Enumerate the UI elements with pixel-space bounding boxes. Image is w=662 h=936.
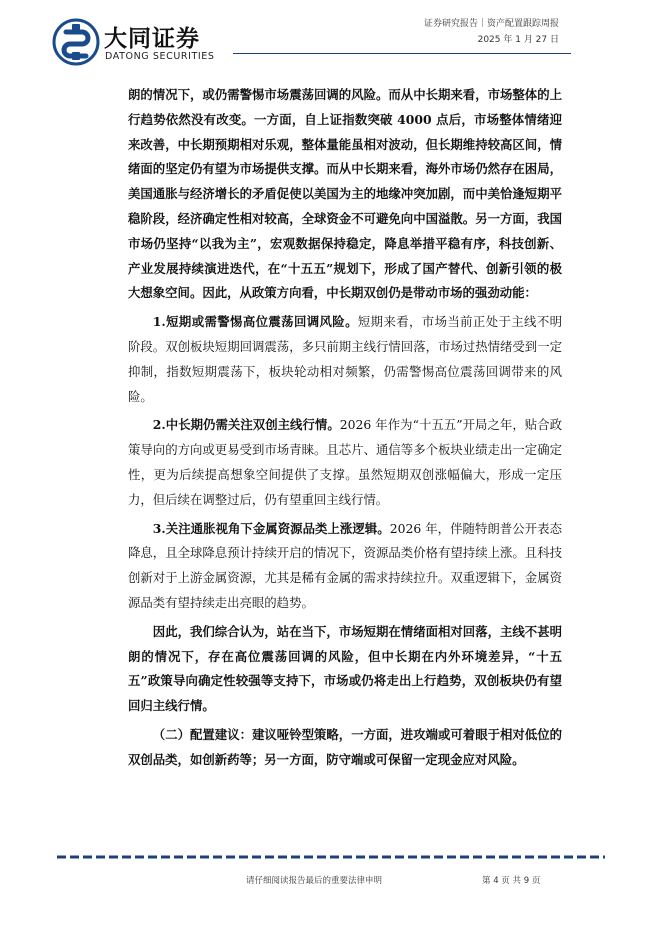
config-text: 建议哑铃型策略，一方面，进攻端或可着眼于相对低位的双创品类，如创新药等；另一方面，防守端或可保留一定现金应对风险。 [128, 726, 562, 767]
point-3 [128, 517, 562, 616]
report-body [128, 83, 562, 773]
header-divider [233, 53, 571, 54]
point-3-title: 3.关注通胀视角下金属资源品类上涨逻辑。 [152, 520, 390, 536]
point-2-title: 2.中长期仍需关注双创主线行情。 [152, 417, 340, 433]
report-meta [424, 16, 559, 48]
page-number: 第 4 页 共 9 页 [482, 876, 541, 886]
footer-disclaimer: 请仔细阅读报告最后的重要法律申明 [246, 876, 383, 886]
paragraph-conclusion: 因此，我们综合认为，站在当下，市场短期在情绪面相对回落，主线不甚明朗的情况下，存在高位震荡回调的风险，但中长期在内外环境差异，“十五五”政策导向确定性较强等支持下，市场或仍将走出上行趋势，双创板块仍有望回归主线行情。 [128, 623, 562, 714]
point-3-text: 2026 年，伴随特朗普公开表态降息，且全球降息预计持续开启的情况下，资源品类价格有望持续上涨。且科技创新对于上游金属资源，尤其是稀有金属的需求持续拉升。双重逻辑下，金属资源品类有望持续走出亮眼的趋势。 [128, 520, 562, 610]
point-2-text: 2026 年作为“十五五”开局之年，贴合政策导向的方向或更易受到市场青睐。且芯片、通信等多个板块业绩走出一定确定性，更为后续提高想象空间提供了支撑。虽然短期双创涨幅偏大，形成一定压力，但后续在调整过后，仍有望重回主线行情。 [128, 417, 563, 507]
point-1-title: 1.短期或需警惕高位震荡回调风险。 [152, 314, 358, 330]
point-1-text: 短期来看，市场当前正处于主线不明阶段。双创板块短期回调震荡，多只前期主线行情回落，市场过热情绪受到一定抑制，指数短期震荡下，板块轮动相对频繁，仍需警惕高位震荡回调带来的风险。 [128, 314, 563, 404]
paragraph-outlook: 朗的情况下，或仍需警惕市场震荡回调的风险。而从中长期来看，市场整体的上行趋势依然没有改变。一方面，自上证指数突破 4000 点后，市场整体情绪迎来改善，中长期预期相对乐观，整体量能虽相对波动，但长期维持较高区间，情绪面的坚定仍有望为市场提供支撑。而从中长期来看，海外市场仍然存在困局，美国通胀与经济增长的矛盾促使以美国为主的地缘冲突加剧，而中美恰逢短期平稳阶段，经济确定性相对较高，全球资金不可避免向中国溢散。另一方面，我国市场仍坚持“以我为主”，宏观数据保持稳定，降息举措平稳有序，科技创新、产业发展持续演进迭代，在“十五五”规划下，形成了国产替代、创新引领的极大想象空间。因此，从政策方向看，中长期双创仍是带动市场的强劲动能： [128, 87, 562, 301]
report-type: 证券研究报告｜资产配置跟踪周报 [423, 19, 559, 29]
point-1 [128, 310, 562, 409]
config-title: （二）配置建议： [152, 726, 252, 742]
brand-name-cn: 大同证券 [104, 26, 200, 52]
report-date: 2025 年 1 月 27 日 [477, 35, 559, 45]
datong-logo-icon [52, 18, 100, 66]
paragraph-config [128, 723, 562, 773]
point-2 [128, 413, 562, 512]
brand-name-en: DATONG SECURITIES [105, 51, 215, 62]
footer-divider [57, 855, 605, 859]
page-header [0, 0, 662, 72]
